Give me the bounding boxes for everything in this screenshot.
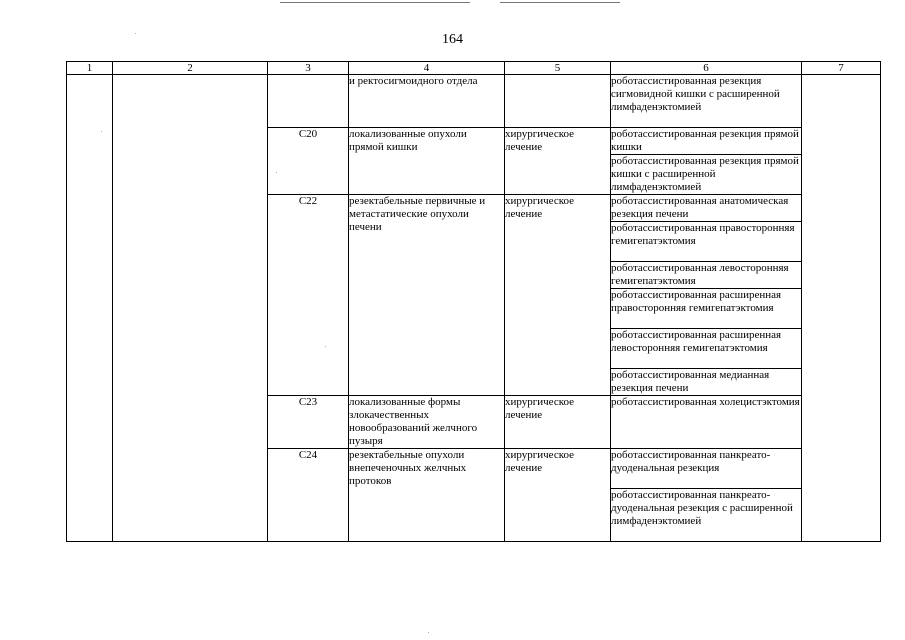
column-7-cell [802, 75, 881, 542]
code-cell: C23 [268, 396, 349, 449]
scan-speck [428, 632, 429, 633]
column-2-cell [113, 75, 268, 542]
column-header: 1 [67, 62, 113, 75]
table-row [67, 75, 881, 128]
procedure-cell: роботассистированная резекция сигмовидной кишки с расширенной лимфаденэктомией [611, 75, 802, 128]
procedure-cell: роботассистированная расширенная правосторонняя гемигепатэктомия [611, 289, 802, 329]
procedure-cell: роботассистированная левосторонняя гемигепатэктомия [611, 262, 802, 289]
procedure-cell: роботассистированная резекция прямой кишки [611, 128, 802, 155]
procedure-cell: роботассистированная панкреато-дуоденальная резекция [611, 449, 802, 489]
column-1-cell [67, 75, 113, 542]
diagnosis-cell: резектабельные первичные и метастатические опухоли печени [349, 195, 505, 396]
diagnosis-cell: локализованные формы злокачественных новообразований желчного пузыря [349, 396, 505, 449]
top-rule [500, 2, 620, 3]
diagnosis-cell: локализованные опухоли прямой кишки [349, 128, 505, 195]
treatment-cell: хирургическое лечение [505, 396, 611, 449]
header-row [67, 62, 881, 75]
treatment-cell: хирургическое лечение [505, 195, 611, 396]
procedure-cell: роботассистированная панкреато-дуоденальная резекция с расширенной лимфаденэктомией [611, 489, 802, 542]
procedure-cell: роботассистированная холецистэктомия [611, 396, 802, 449]
diagnosis-cell: и ректосигмоидного отдела [349, 75, 505, 128]
code-cell: C20 [268, 128, 349, 195]
diagnosis-cell: резектабельные опухоли внепеченочных желчных протоков [349, 449, 505, 542]
column-header: 3 [268, 62, 349, 75]
treatment-cell [505, 75, 611, 128]
procedure-cell: роботассистированная расширенная левосторонняя гемигепатэктомия [611, 329, 802, 369]
top-rule [280, 2, 470, 3]
procedures-table [66, 61, 881, 542]
column-header: 2 [113, 62, 268, 75]
page-number: 164 [442, 32, 463, 47]
procedure-cell: роботассистированная правосторонняя гемигепатэктомия [611, 222, 802, 262]
procedure-cell: роботассистированная резекция прямой кишки с расширенной лимфаденэктомией [611, 155, 802, 195]
column-header: 5 [505, 62, 611, 75]
procedure-cell: роботассистированная анатомическая резекция печени [611, 195, 802, 222]
column-header: 7 [802, 62, 881, 75]
treatment-cell: хирургическое лечение [505, 128, 611, 195]
code-cell [268, 75, 349, 128]
procedure-cell: роботассистированная медианная резекция печени [611, 369, 802, 396]
treatment-cell: хирургическое лечение [505, 449, 611, 542]
column-header: 4 [349, 62, 505, 75]
scan-speck [135, 33, 136, 34]
code-cell: C22 [268, 195, 349, 396]
code-cell: C24 [268, 449, 349, 542]
column-header: 6 [611, 62, 802, 75]
